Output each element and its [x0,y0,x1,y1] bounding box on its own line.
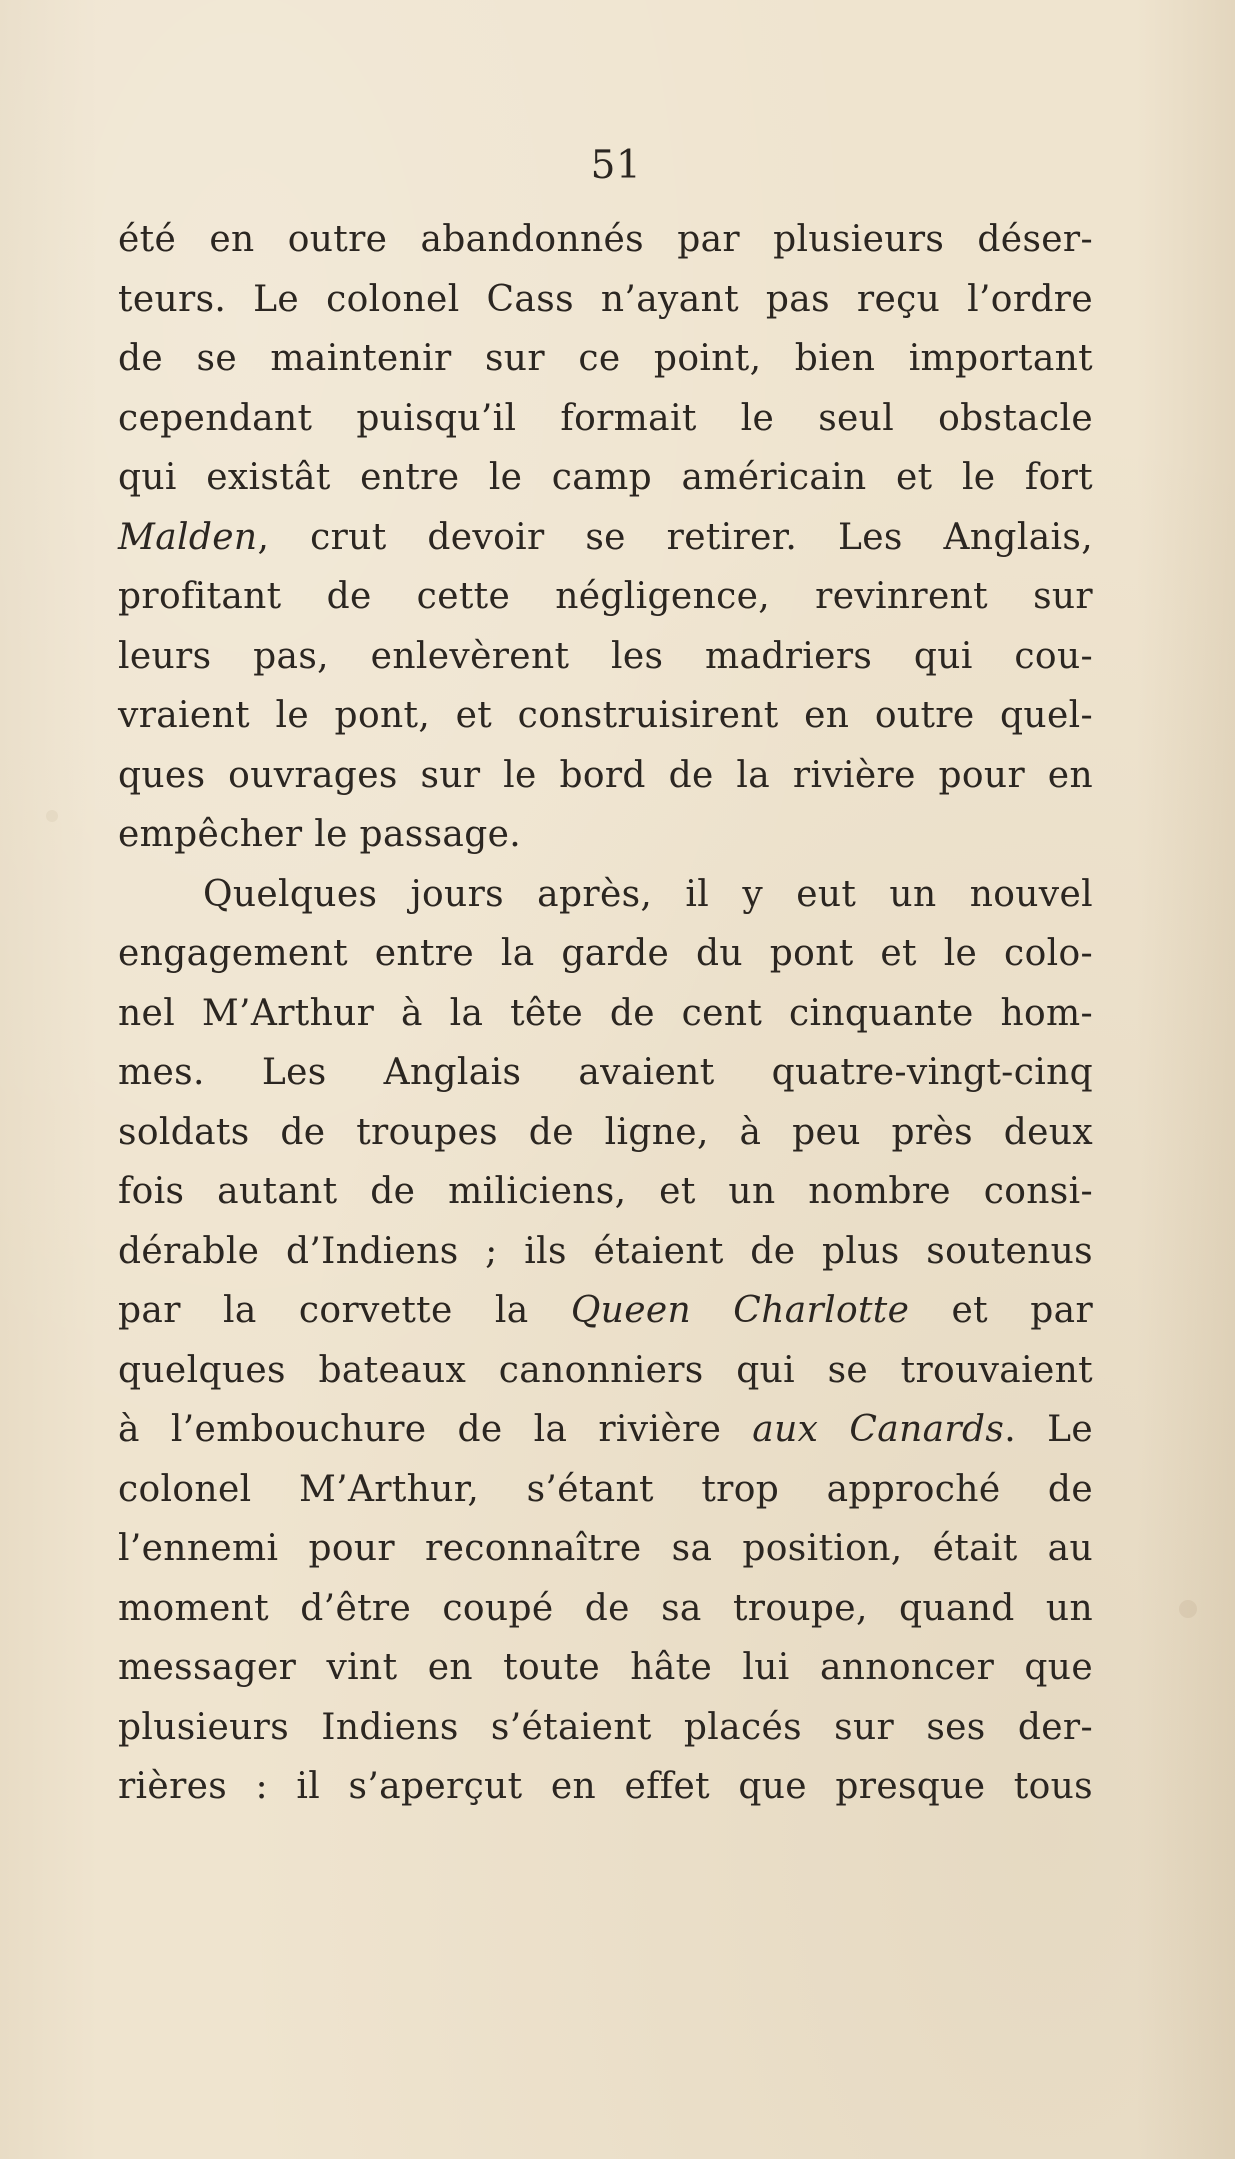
page-number: 51 [590,143,642,188]
text-line [118,865,1093,925]
text-line [118,805,1093,865]
text-segment: mes. Les Anglais avaient quatre-vingt-cinq [118,1052,1093,1093]
text-segment: qui existât entre le camp américain et le fort [118,457,1093,498]
text-line [118,686,1093,746]
text-line [118,1043,1093,1103]
text-segment: engagement entre la garde du pont et le colo- [118,933,1093,974]
text-segment: , crut devoir se retirer. Les Anglais, [257,516,1093,558]
text-line [118,1579,1093,1639]
text-segment: teurs. Le colonel Cass n’ayant pas reçu l’ordre [118,278,1093,320]
text-segment: quelques bateaux canonniers qui se trouvaient [118,1349,1093,1391]
text-segment: plusieurs Indiens s’étaient placés sur ses der- [118,1706,1093,1748]
text-segment: à l’embouchure de la rivière [118,1409,753,1450]
text-segment: empêcher le passage. [118,814,522,855]
text-segment: ques ouvrages sur le bord de la rivière pour en [118,754,1093,796]
text-line [118,924,1093,984]
text-line [118,508,1093,568]
text-segment: de se maintenir sur ce point, bien important [118,338,1093,379]
italic-text: Malden [118,516,258,558]
body-text [118,210,1093,1817]
text-line [118,1519,1093,1579]
text-line [118,1103,1093,1163]
text-segment: et par [909,1290,1093,1331]
text-segment: par la corvette la [118,1290,571,1331]
text-line [118,329,1093,389]
text-line [118,1757,1093,1817]
text-line [118,448,1093,508]
text-segment: Quelques jours après, il y eut un nouvel [203,873,1093,915]
text-line [118,1222,1093,1282]
text-segment: messager vint en toute hâte lui annoncer que [118,1647,1093,1688]
text-line [118,746,1093,806]
text-line [118,1698,1093,1758]
text-segment: rières : il s’aperçut en effet que presque tous [118,1766,1093,1807]
text-segment: colonel M’Arthur, s’étant trop approché de [118,1468,1093,1510]
text-line [118,1341,1093,1401]
text-segment: soldats de troupes de ligne, à peu près deux [118,1111,1093,1153]
text-line [118,210,1093,270]
text-line [118,389,1093,449]
text-line [118,1281,1093,1341]
text-line [118,984,1093,1044]
text-segment: l’ennemi pour reconnaître sa position, était au [118,1528,1093,1569]
text-segment: . Le [1004,1409,1093,1450]
text-segment: vraient le pont, et construisirent en outre quel- [118,695,1093,736]
italic-text: aux Canards [752,1409,1005,1450]
text-segment: moment d’être coupé de sa troupe, quand un [118,1587,1093,1629]
paper-stain [46,810,58,822]
italic-text: Queen Charlotte [570,1290,910,1331]
text-line [118,270,1093,330]
text-segment: fois autant de miliciens, et un nombre consi- [118,1171,1093,1212]
text-line [118,1162,1093,1222]
text-segment: leurs pas, enlevèrent les madriers qui cou- [118,635,1093,677]
text-segment: été en outre abandonnés par plusieurs déser- [118,219,1093,260]
text-line [118,627,1093,687]
text-segment: cependant puisqu’il formait le seul obstacle [118,397,1093,439]
text-segment: dérable d’Indiens ; ils étaient de plus soutenus [118,1230,1093,1272]
text-line [118,1400,1093,1460]
text-line [118,1638,1093,1698]
text-segment: profitant de cette négligence, revinrent sur [118,576,1093,617]
paper-stain [1179,1600,1197,1618]
text-line [118,1460,1093,1520]
text-line [118,567,1093,627]
text-segment: nel M’Arthur à la tête de cent cinquante hom- [118,992,1093,1034]
